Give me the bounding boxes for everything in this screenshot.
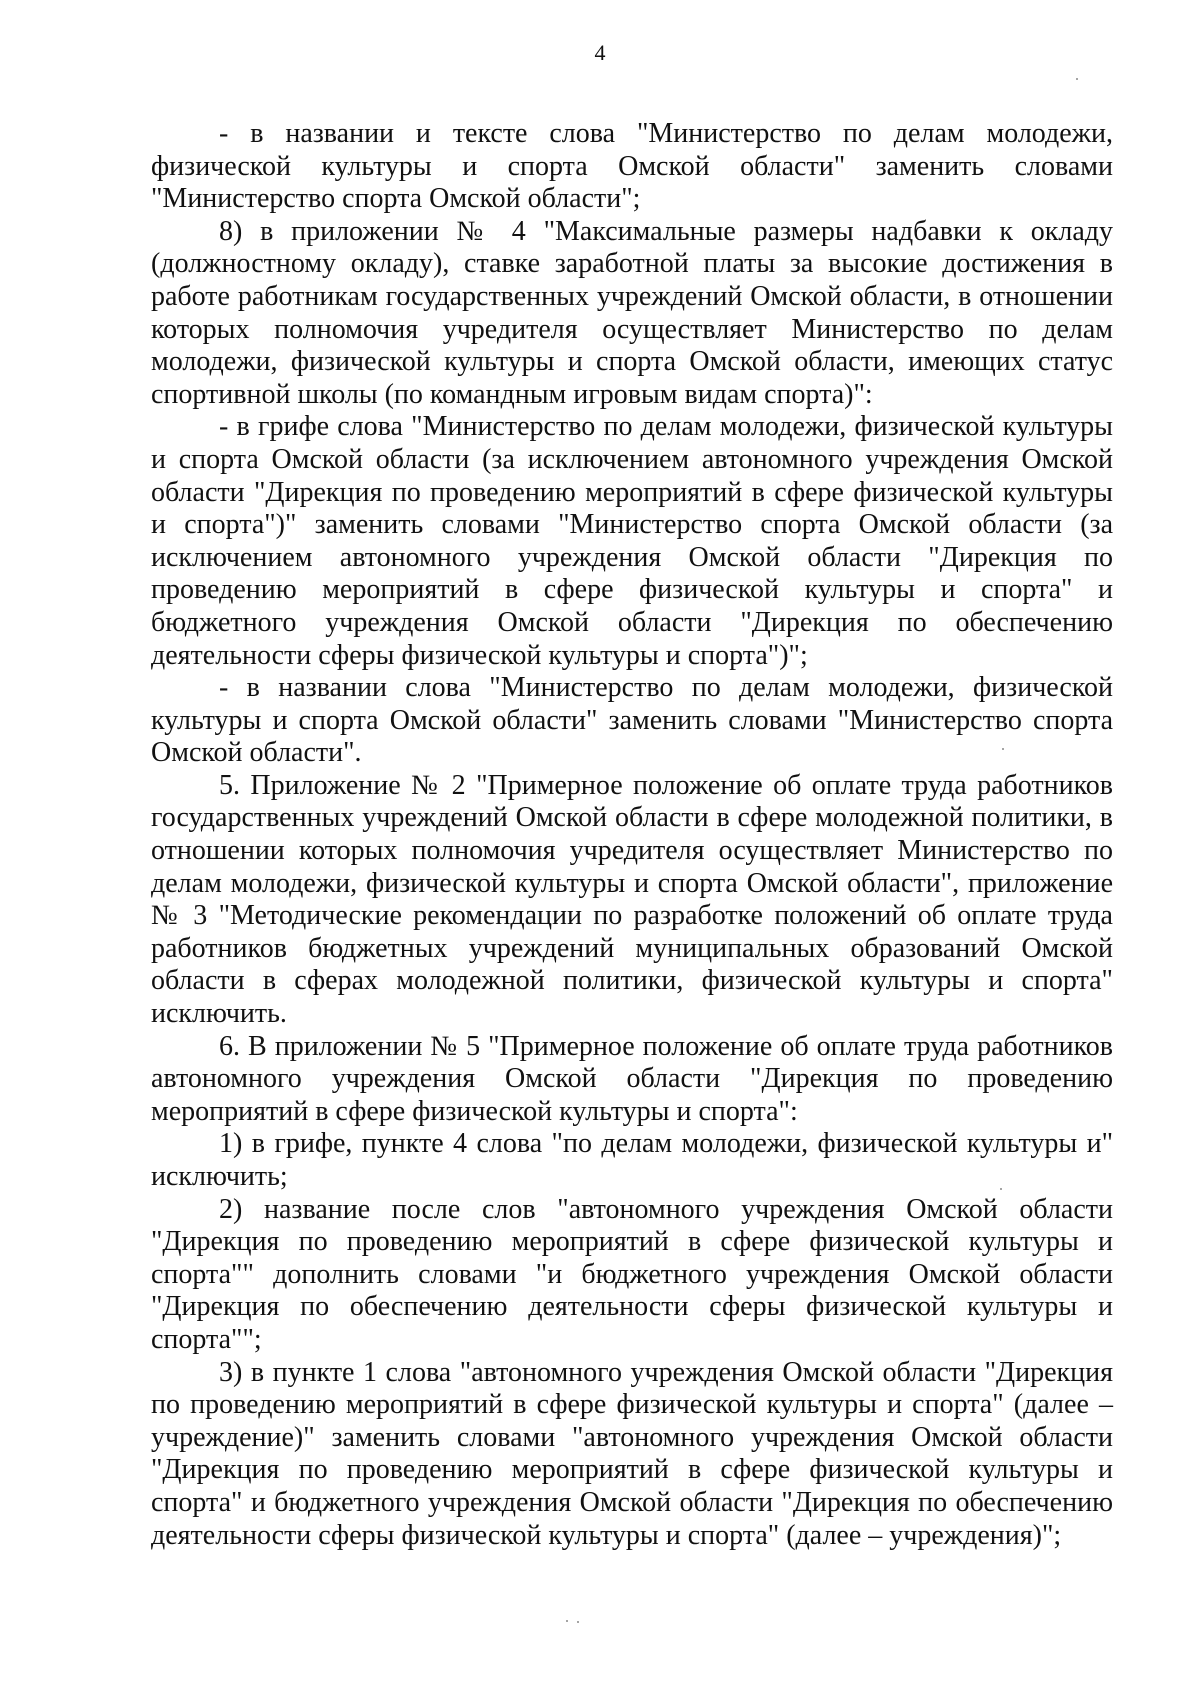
paragraph-rename-title: - в названии и тексте слова "Министерство по делам молодежи, физической культуры и спорта Омской области" заменить словами "Министерство спорта Омской области"; (151, 118, 1113, 215)
scan-speck (577, 1621, 579, 1623)
document-body (151, 118, 1113, 1552)
page-number: 4 (594, 40, 606, 65)
paragraph-item-8: 8) в приложении № 4 "Максимальные размеры надбавки к окладу (должностному окладу), ставке заработной платы за высокие достижения в работе работникам государственных учреждений Омской области, в отношении которых полномочия учредителя осуществляет Министерство по делам молодежи, физической культуры и спорта Омской области, имеющих статус спортивной школы (по командным игровым видам спорта)": (151, 215, 1113, 410)
paragraph-stamp-change: - в грифе слова "Министерство по делам молодежи, физической культуры и спорта Омской области (за исключением автономного учреждения Омской области "Дирекция по проведению мероприятий в сфере физической культуры и спорта")" заменить словами "Министерство спорта Омской области (за исключением автономного учреждения Омской области "Дирекция по проведению мероприятий в сфере физической культуры и спорта" и бюджетного учреждения Омской области "Дирекция по обеспечению деятельности сферы физической культуры и спорта")"; (151, 411, 1113, 671)
paragraph-point-6: 6. В приложении № 5 "Примерное положение об оплате труда работников автономного учреждения Омской области "Дирекция по проведению мероприятий в сфере физической культуры и спорта": (151, 1030, 1113, 1127)
paragraph-point-5: 5. Приложение № 2 "Примерное положение об оплате труда работников государственных учреждений Омской области в сфере молодежной политики, в отношении которых полномочия учредителя осуществляет Министерство по делам молодежи, физической культуры и спорта Омской области", приложение № 3 "Методические рекомендации по разработке положений об оплате труда работников бюджетных учреждений муниципальных образований Омской области в сферах молодежной политики, физической культуры и спорта" исключить. (151, 769, 1113, 1030)
paragraph-title-change: - в названии слова "Министерство по делам молодежи, физической культуры и спорта Омской области" заменить словами "Министерство спорта Омской области". (151, 672, 1113, 769)
scan-speck (566, 1620, 568, 1622)
scan-speck (1076, 78, 1078, 80)
scan-speck (1000, 1188, 1002, 1190)
scan-speck (1002, 748, 1004, 750)
paragraph-subitem-1: 1) в грифе, пункте 4 слова "по делам молодежи, физической культуры и" исключить; (151, 1128, 1113, 1192)
paragraph-subitem-3: 3) в пункте 1 слова "автономного учреждения Омской области "Дирекция по проведению мероприятий в сфере физической культуры и спорта" (далее – учреждение)" заменить словами "автономного учреждения Омской области "Дирекция по проведению мероприятий в сфере физической культуры и спорта" и бюджетного учреждения Омской области "Дирекция по обеспечению деятельности сферы физической культуры и спорта" (далее – учреждения)"; (151, 1356, 1113, 1551)
paragraph-subitem-2: 2) название после слов "автономного учреждения Омской области "Дирекция по проведению мероприятий в сфере физической культуры и спорта"" дополнить словами "и бюджетного учреждения Омской области "Дирекция по обеспечению деятельности сферы физической культуры и спорта""; (151, 1193, 1113, 1355)
